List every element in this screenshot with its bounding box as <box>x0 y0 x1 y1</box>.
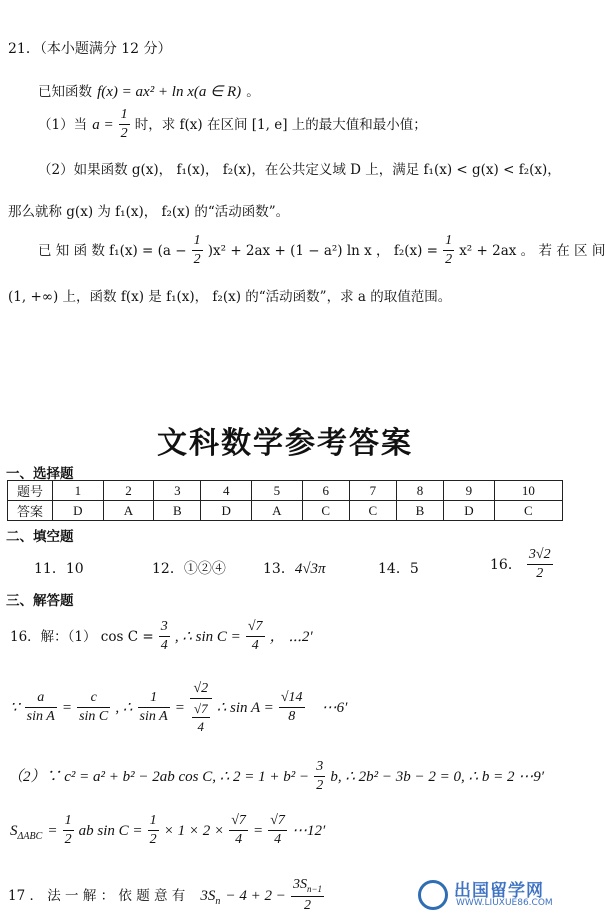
table-cell: 3 <box>154 481 201 501</box>
sol16-line1 <box>10 620 313 653</box>
table-cell: 6 <box>302 481 349 501</box>
table-cell: 10 <box>494 481 562 501</box>
sol17-sn-sub: n <box>215 896 221 908</box>
functions-line <box>38 234 605 267</box>
part2-line1: （2）如果函数 g(x)， f₁(x)， f₂(x)，在公共定义域 D 上，满足 f₁(x) < g(x) < f₂(x)， <box>38 162 561 178</box>
table-cell: D <box>53 501 104 521</box>
table-cell: B <box>396 501 443 521</box>
therefore: , ∴ <box>115 700 133 716</box>
fill-16-fraction: $\frac{3√2}{2}$ <box>528 547 551 581</box>
equals: = <box>61 700 72 716</box>
table-cell: A <box>252 501 303 521</box>
half-fraction: $\frac{1}{2}$ <box>120 107 128 141</box>
table-cell: C <box>494 501 562 521</box>
area-formula: ab sin C = <box>78 823 143 839</box>
given-label: 已知函数 <box>38 84 92 100</box>
f2-rest: x² + 2ax 。 若 在 区 间 <box>459 243 605 259</box>
sol16-sin: , ∴ sin C = <box>174 629 241 645</box>
fill-16-label: 16． <box>490 557 522 573</box>
table-cell: D <box>201 501 252 521</box>
section-fill: 二、填空题 <box>6 529 74 545</box>
fraction: $\frac{a}{\text{sin A}}$ <box>26 690 55 724</box>
half-fraction: $\frac{1}{2}$ <box>445 233 453 267</box>
page-title: 文科数学参考答案 <box>157 426 413 461</box>
score-mark: ， ⋯2′ <box>269 629 313 645</box>
fraction: $\frac{√7}{4}$ <box>270 813 285 847</box>
sol17-text: 17 ． 法 一 解 ： 依 题 意 有 <box>8 887 186 904</box>
table-row <box>8 481 563 501</box>
fraction: $\frac{1}{\text{sin A}}$ <box>139 690 168 724</box>
because-symbol: ∵ <box>10 700 20 716</box>
interval-line: (1, +∞) 上，函数 f(x) 是 f₁(x)， f₂(x) 的“活动函数”，求 a 的取值范围。 <box>8 289 452 305</box>
f1-rest: )x² + 2ax + (1 − a²) ln x ， f₂(x) = <box>207 243 438 259</box>
given-formula: f(x) = ax² + ln x(a ∈ R) <box>97 84 242 100</box>
sol16-line2 <box>10 682 347 733</box>
part2-line2: 那么就称 g(x) 为 f₁(x)， f₂(x) 的“活动函数”。 <box>8 204 290 220</box>
fraction: $\frac{3}{4}$ <box>160 619 168 653</box>
equals: = <box>253 823 264 839</box>
fraction: $\frac{c}{\text{sin C}}$ <box>79 690 109 724</box>
sinA-eq: ∴ sin A = <box>216 700 274 716</box>
fraction: $\frac{1}{2}$ <box>149 813 157 847</box>
watermark-url: WWW.LIUXUE86.COM <box>456 898 553 908</box>
table-head-answer: 答案 <box>8 501 53 521</box>
table-cell: A <box>103 501 154 521</box>
table-row <box>8 501 563 521</box>
fraction: $\frac{3}{2}$ <box>316 759 324 793</box>
part1-prefix: （1）当 <box>38 117 88 133</box>
globe-icon <box>418 880 448 910</box>
score-mark: ⋯12′ <box>292 823 326 839</box>
site-watermark <box>416 874 566 914</box>
fill-12: 12．①②④ <box>152 561 226 577</box>
fill-11: 11．10 <box>34 561 84 577</box>
part1-text: 时，求 f(x) 在区间 [1, e] 上的最大值和最小值； <box>134 117 427 133</box>
answer-table <box>7 480 563 521</box>
sol16-line3 <box>8 760 544 793</box>
table-cell: 9 <box>444 481 495 501</box>
cosine-law: （2）∵ c² = a² + b² − 2ab cos C, ∴ 2 = 1 + b² − <box>8 769 310 785</box>
part1-eq: a = <box>92 117 114 133</box>
table-cell: D <box>444 501 495 521</box>
fraction: $\frac{1}{2}$ <box>64 813 72 847</box>
score-mark: ⋯6′ <box>321 700 348 716</box>
fraction: $\frac{√7}{4}$ <box>247 619 263 653</box>
problem-heading: 21．（本小题满分 12 分） <box>8 41 172 57</box>
quadratic: b, ∴ 2b² − 3b − 2 = 0, ∴ b = 2 ⋯9′ <box>330 769 544 785</box>
given-function-line <box>38 80 260 101</box>
table-cell: 2 <box>103 481 154 501</box>
table-cell: 5 <box>252 481 303 501</box>
area-subscript: ΔABC <box>17 831 43 843</box>
fraction: $\frac{3S_{n-1}}{2}$ <box>292 877 323 913</box>
f1-def: 已 知 函 数 f₁(x) = (a − <box>38 243 187 259</box>
table-cell: 4 <box>201 481 252 501</box>
section-solve: 三、解答题 <box>6 593 74 609</box>
sol16-cos: 16．解：（1） cos C = <box>10 629 154 645</box>
table-cell: C <box>302 501 349 521</box>
equals: = <box>174 700 185 716</box>
table-cell: 1 <box>53 481 104 501</box>
equals: = <box>47 823 58 839</box>
fill-13 <box>263 558 326 578</box>
fill-13-value: 4√3π <box>294 561 326 577</box>
table-cell: 8 <box>396 481 443 501</box>
fill-13-label: 13． <box>263 561 295 577</box>
table-cell: 7 <box>349 481 396 501</box>
sol16-line4 <box>10 814 325 847</box>
area-symbol: S <box>10 823 18 839</box>
sol17-sn: 3S <box>200 887 216 904</box>
table-cell: C <box>349 501 396 521</box>
compound-fraction: $\frac{√2}{\frac{√7}{4}}$ <box>190 682 212 733</box>
table-cell: B <box>154 501 201 521</box>
fraction: $\frac{√7}{4}$ <box>231 813 246 847</box>
table-head-number: 题号 <box>8 481 53 501</box>
fraction: $\frac{√14}{8}$ <box>280 690 303 724</box>
sol17-expr: − 4 + 2 − <box>225 887 286 904</box>
fill-14: 14．5 <box>378 561 419 577</box>
product: × 1 × 2 × <box>163 823 225 839</box>
fill-16 <box>490 548 553 581</box>
part1-line <box>38 108 427 141</box>
given-end: 。 <box>246 84 260 100</box>
watermark-name: 出国留学网 <box>454 881 544 901</box>
section-choice: 一、选择题 <box>6 466 74 482</box>
half-fraction: $\frac{1}{2}$ <box>193 233 201 267</box>
sol17-line <box>8 878 324 913</box>
